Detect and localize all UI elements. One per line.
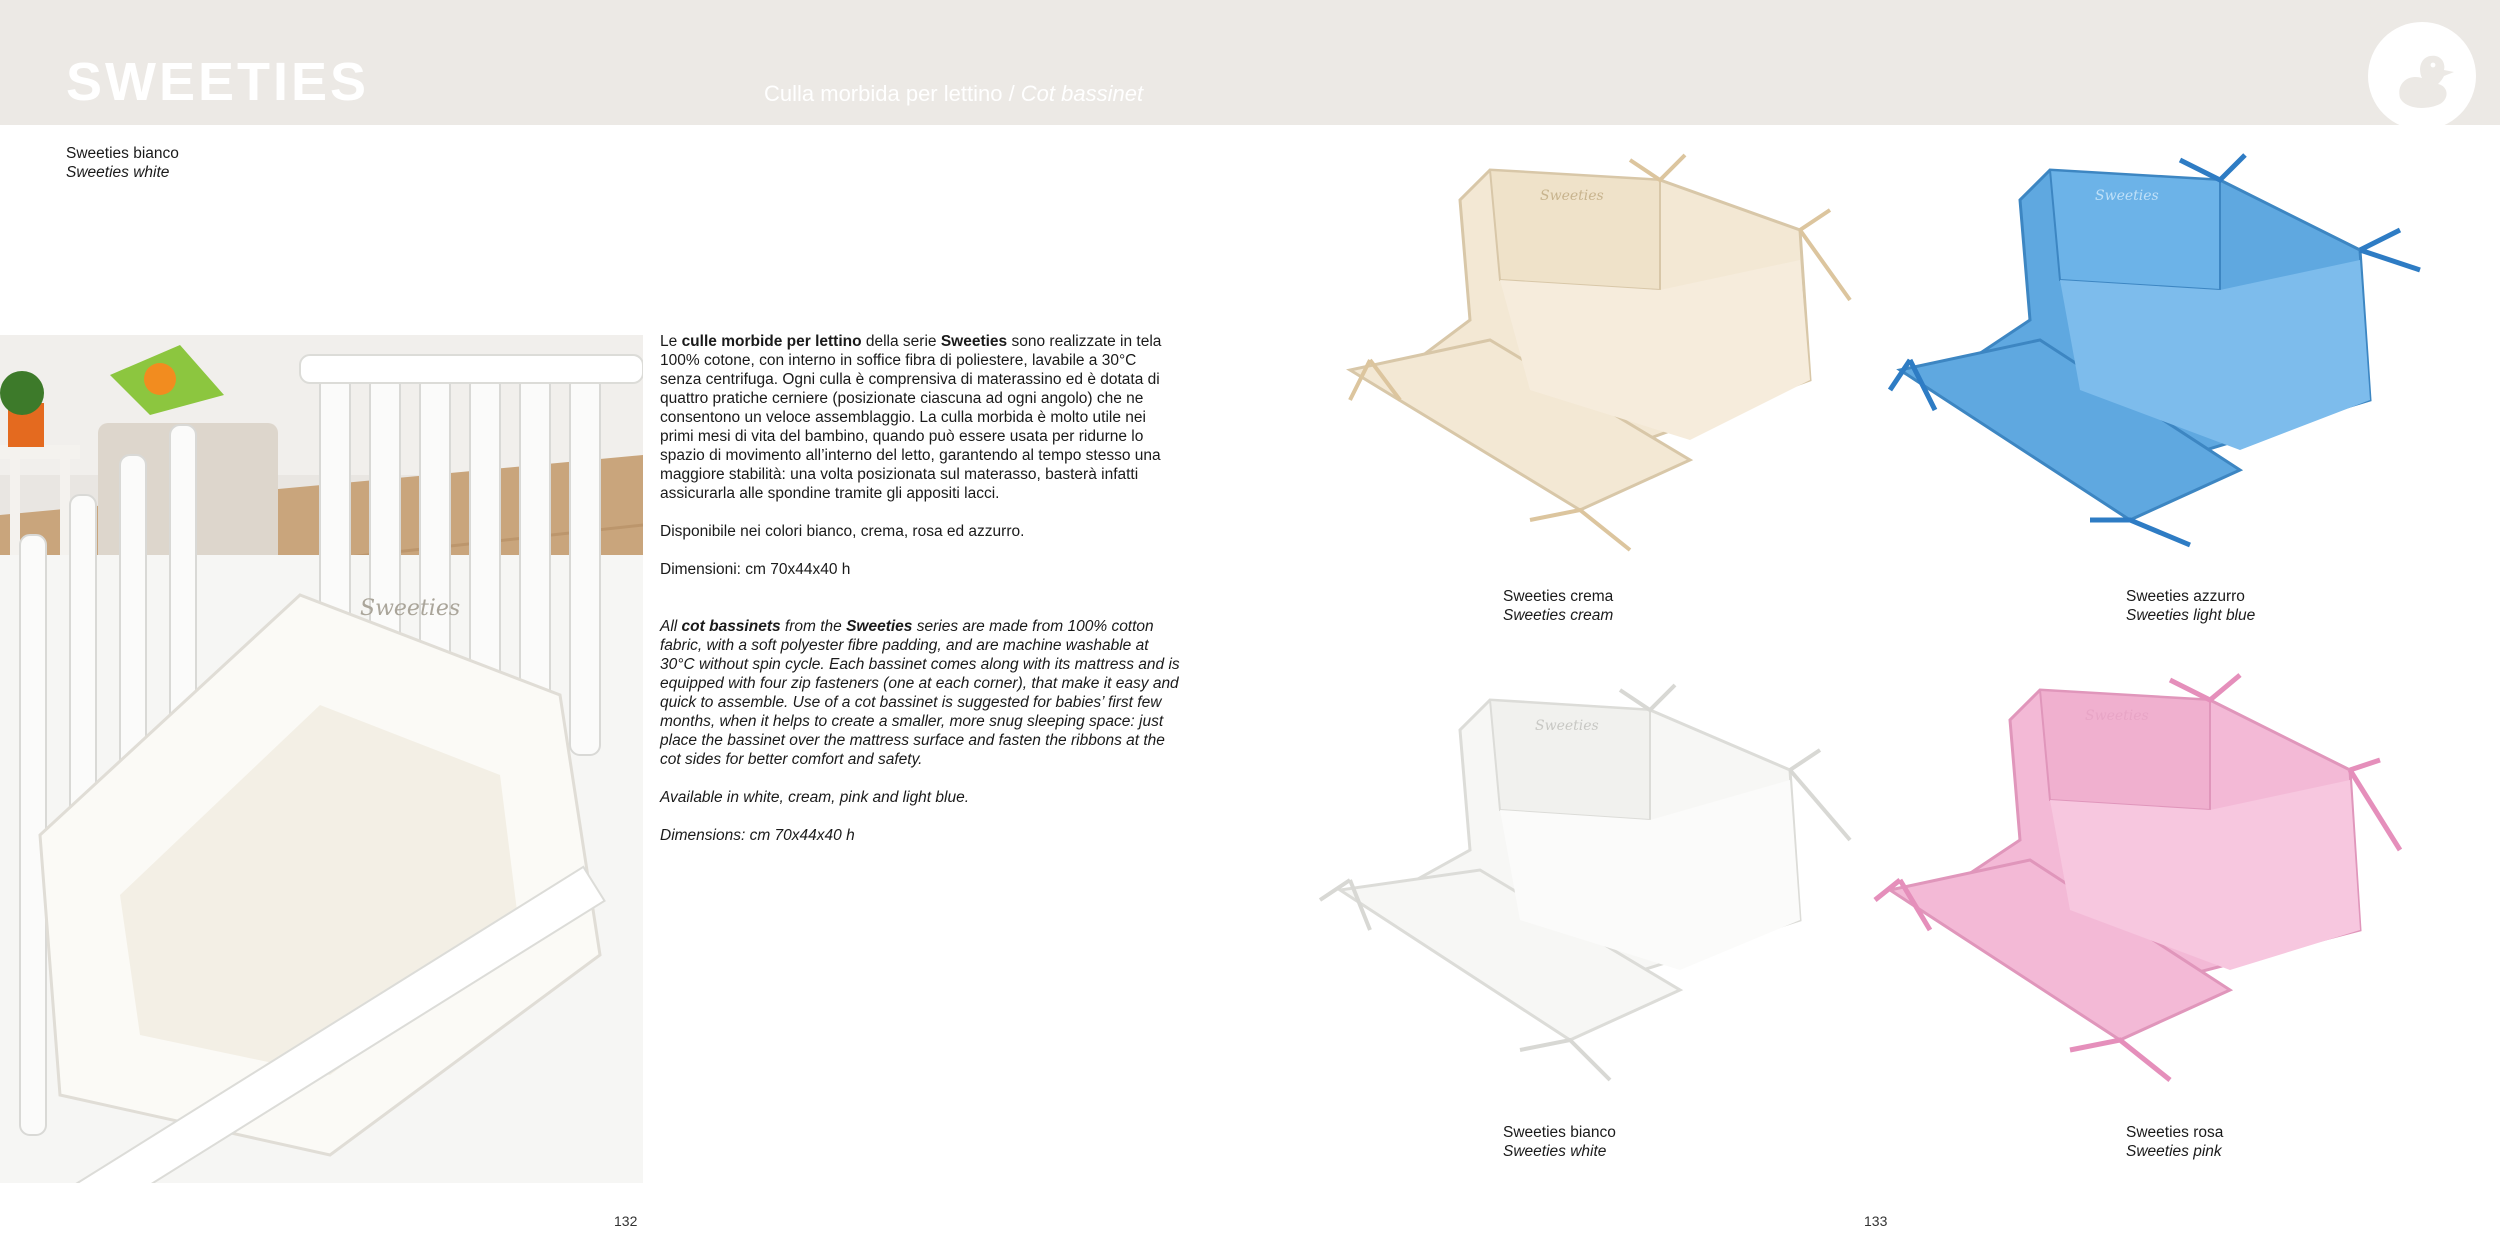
- page-number-left: 132: [614, 1213, 638, 1229]
- product-name: Sweeties azzurro: [2126, 588, 2245, 605]
- product-name: Sweeties rosa: [2126, 1124, 2224, 1141]
- description-english: [660, 617, 1180, 769]
- text-run: Le: [660, 333, 682, 350]
- left-photo-caption: [66, 144, 179, 182]
- availability-italian: Disponibile nei colori bianco, crema, rosa ed azzurro.: [660, 523, 1025, 540]
- product-name-english: Sweeties pink: [2126, 1143, 2222, 1160]
- product-name-english: Sweeties white: [1503, 1143, 1607, 1160]
- product-description: [660, 332, 1180, 864]
- brand-title: SWEETIES: [66, 52, 370, 112]
- product-image-rosa: [1870, 670, 2430, 1100]
- text-bold: Sweeties: [846, 618, 913, 635]
- product-name-english: Sweeties light blue: [2126, 607, 2256, 624]
- product-name-english: Sweeties cream: [1503, 607, 1614, 624]
- product-name: Sweeties bianco: [1503, 1124, 1616, 1141]
- subtitle-english: Cot bassinet: [1020, 81, 1144, 106]
- dimensions-english: Dimensions: cm 70x44x40 h: [660, 827, 855, 844]
- text-run: from the: [780, 618, 847, 635]
- page-subtitle: [764, 80, 1143, 108]
- text-run: sono realizzate in tela 100% cotone, con interno in soffice fibra di poliestere, lavabile a 30°C senza centrifuga. Ogni culla è comprensiva di materassino ed è dotata di quattro pratiche cerniere (posizionate ciascuna ad ogni angolo) che ne consentono un veloce assemblaggio. La culla morbida è molto utile nei primi mesi di vita del bambino, quando può essere usata per ridurne lo spazio di movimento all’interno del letto, garantendo al tempo stesso una maggiore stabilità: una volta posizionata sul materasso, basterà infatti assicurarla alle spondine tramite gli appositi lacci.: [660, 333, 1162, 502]
- svg-text:Sweeties: Sweeties: [360, 596, 461, 621]
- text-run: della serie: [861, 333, 941, 350]
- text-run: All: [660, 618, 682, 635]
- product-image-azzurro: [1880, 140, 2440, 570]
- caption-azzurro: [2126, 587, 2255, 625]
- description-italian: [660, 332, 1180, 503]
- subtitle-italian: Culla morbida per lettino /: [764, 81, 1021, 106]
- product-image-bianco: [1310, 670, 1870, 1100]
- caption-crema: [1503, 587, 1613, 625]
- product-name: Sweeties crema: [1503, 588, 1614, 605]
- svg-text:Sweeties: Sweeties: [1535, 718, 1599, 734]
- text-bold: Sweeties: [940, 333, 1008, 350]
- text-bold: cot bassinets: [681, 618, 781, 635]
- header-band: [0, 0, 2500, 125]
- page-number-right: 133: [1864, 1213, 1888, 1229]
- caption-name-english: Sweeties white: [66, 164, 170, 181]
- caption-rosa: [2126, 1123, 2223, 1161]
- svg-text:Sweeties: Sweeties: [1540, 188, 1604, 204]
- text-run: series are made from 100% cotton fabric, with a soft polyester fibre padding, and are machine washable at 30°C without spin cycle. Each bassinet comes along with its mattress and is equipped with four zip fasteners (one at each corner), that make it easy and quick to assemble. Use of a cot bassinet is suggested for babies’ first few months, when it helps to create a smaller, more snug sleeping space: just place the bassinet over the mattress surface and fasten the ribbons at the cot sides for better comfort and safety.: [660, 618, 1180, 768]
- product-image-crema: [1330, 140, 1870, 570]
- availability-english: Available in white, cream, pink and light blue.: [660, 789, 970, 806]
- duck-icon: [2366, 20, 2478, 132]
- svg-text:Sweeties: Sweeties: [2095, 188, 2159, 204]
- caption-name: Sweeties bianco: [66, 145, 179, 162]
- svg-text:Sweeties: Sweeties: [2085, 708, 2149, 724]
- dimensions-italian: Dimensioni: cm 70x44x40 h: [660, 561, 851, 578]
- crib-photo: [0, 335, 643, 1183]
- caption-bianco: [1503, 1123, 1616, 1161]
- text-bold: culle morbide per lettino: [681, 333, 862, 350]
